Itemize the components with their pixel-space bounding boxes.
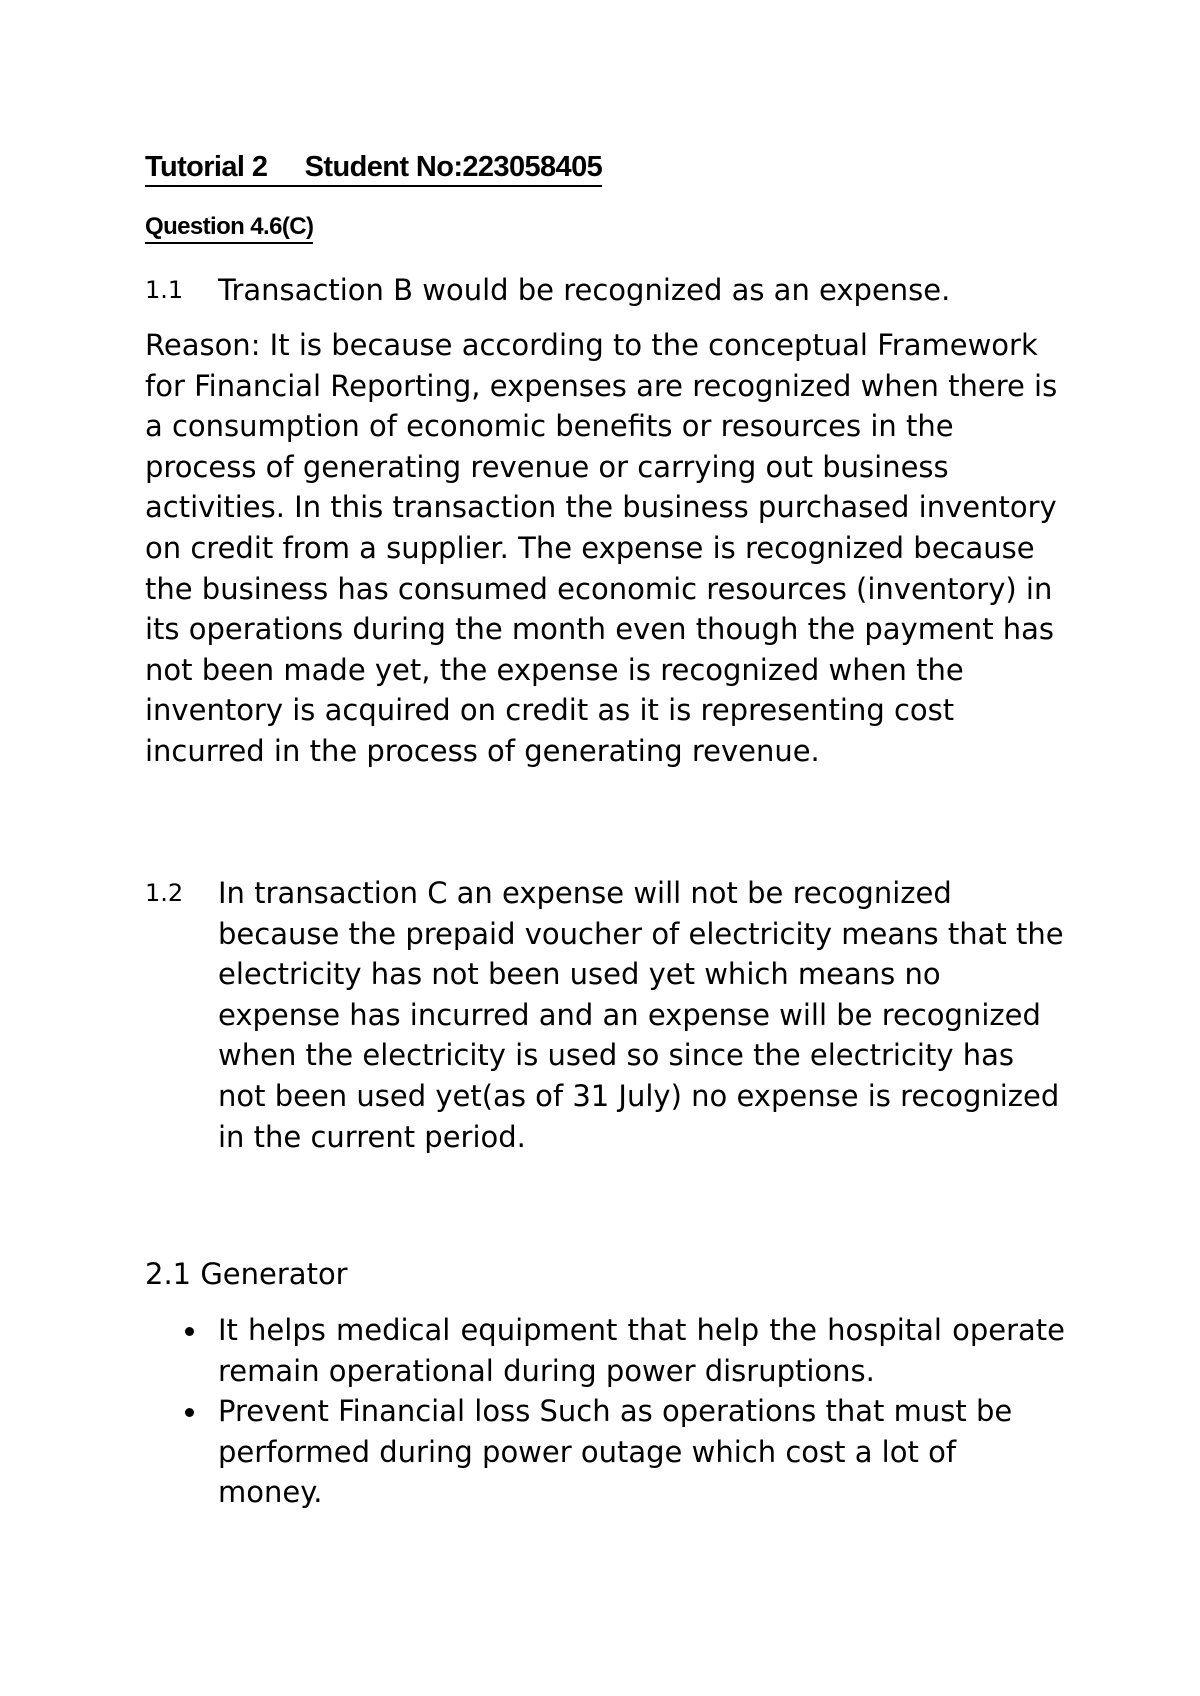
generator-bullet-list [145, 1310, 1065, 1513]
section-title-generator: 2.1 Generator [145, 1257, 348, 1291]
item-text: In transaction C an expense will not be recognized because the prepaid voucher of electricity means that the electricity has not been used yet which means no expense has incurred and an expense will be recognized when the electricity is used so since the electricity has not been used yet(as of 31 July) no expense is recognized in the current period. [218, 876, 1064, 1154]
list-item-text: It helps medical equipment that help the hospital operate remain operational during power disruptions. [218, 1313, 1065, 1388]
document-heading [145, 150, 602, 187]
item-number: 1.1 [145, 276, 184, 304]
bullet-icon [185, 1327, 194, 1336]
reason-paragraph: Reason: It is because according to the conceptual Framework for Financial Reporting, expenses are recognized when there is a consumption of economic benefits or resources in the process of generating revenue or carrying out business activities. In this transaction the business purchased inventory on credit from a supplier. The expense is recognized because the business has consumed economic resources (inventory) in its operations during the month even though the payment has not been made yet, the expense is recognized when the inventory is acquired on credit as it is representing cost incurred in the process of generating revenue. [145, 328, 1058, 768]
item-number: 1.2 [145, 879, 184, 907]
student-number: Student No:223058405 [304, 151, 603, 183]
list-item [145, 1310, 1065, 1391]
question-title: Question 4.6(C) [145, 213, 313, 244]
tutorial-label: Tutorial 2 [145, 151, 268, 183]
list-item-text: Prevent Financial loss Such as operations that must be performed during power outage which cost a lot of money. [218, 1394, 1013, 1510]
bullet-icon [185, 1408, 194, 1417]
item-text: Transaction B would be recognized as an expense. [218, 273, 951, 307]
list-item [145, 1391, 1065, 1513]
